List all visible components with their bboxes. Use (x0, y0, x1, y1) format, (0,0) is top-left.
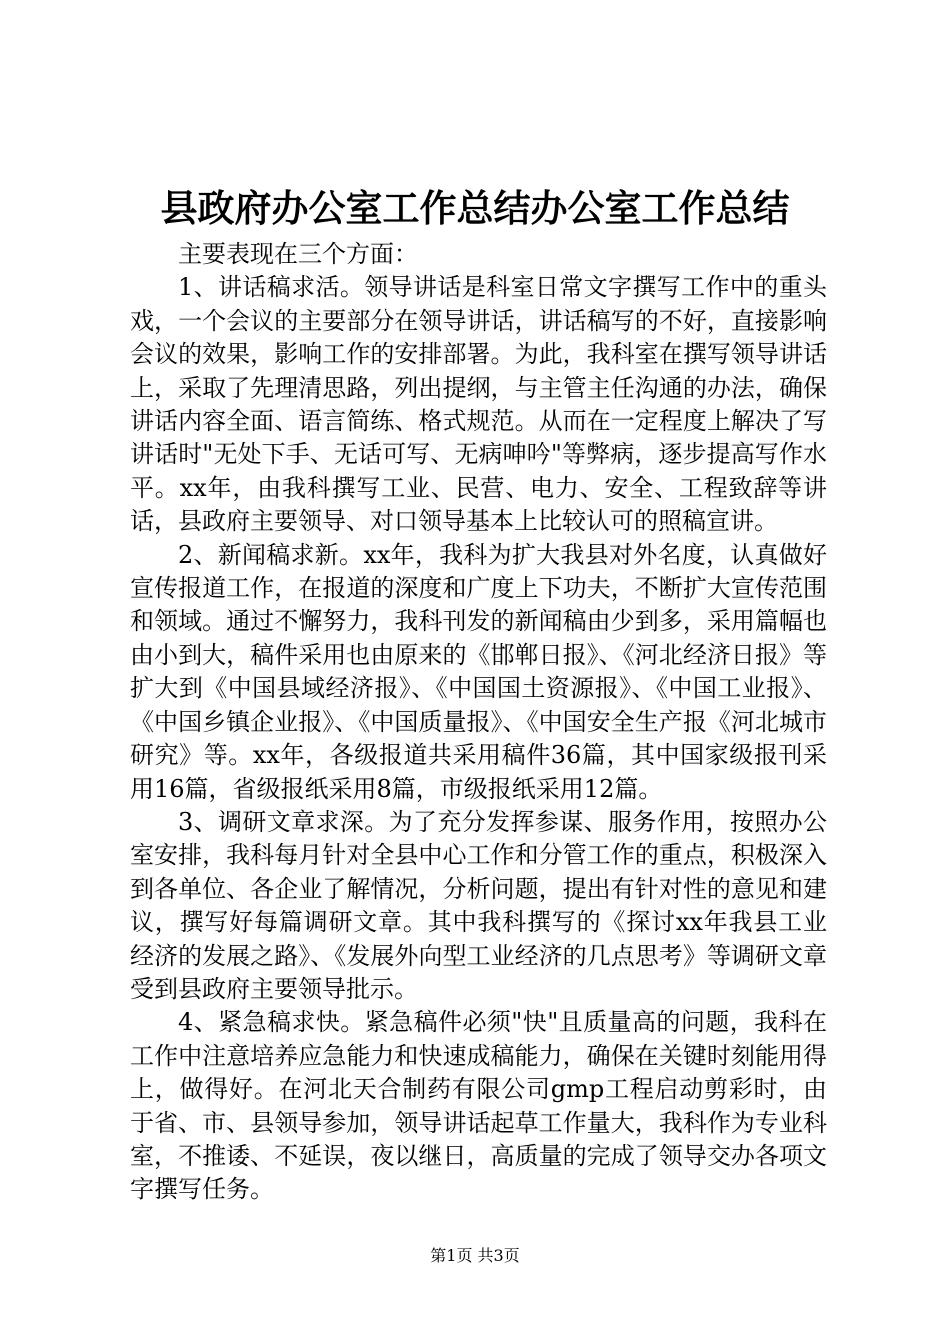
paragraph-news-drafts: 2、新闻稿求新。xx年，我科为扩大我县对外名度，认真做好宣传报道工作，在报道的深度和广度上下功夫，不断扩大宣传范围和领域。通过不懈努力，我科刊发的新闻稿由少到多，采用篇幅也由小到大，稿件采用也由原来的《邯郸日报》、《河北经济日报》等扩大到《中国县域经济报》、《中国国土资源报》、《中国工业报》、《中国乡镇企业报》、《中国质量报》、《中国安全生产报《河北城市研究》等。xx年，各级报道共采用稿件36篇，其中国家级报刊采用16篇，省级报纸采用8篇，市级报纸采用12篇。 (130, 540, 827, 803)
paragraph-urgent-drafts: 4、紧急稿求快。紧急稿件必须"快"且质量高的问题，我科在工作中注意培养应急能力和快速成稿能力，确保在关键时刻能用得上，做得好。在河北天合制药有限公司gmp工程启动剪彩时，由于省、市、县领导参加，领导讲话起草工作量大，我科作为专业科室，不推诿、不延误，夜以继日，高质量的完成了领导交办各项文字撰写任务。 (130, 1008, 827, 1204)
page-footer: 第1页 共3页 (430, 1246, 520, 1265)
document-body (130, 238, 827, 1207)
paragraph-speech-drafts: 1、讲话稿求活。领导讲话是科室日常文字撰写工作中的重头戏，一个会议的主要部分在领导讲话，讲话稿写的不好，直接影响会议的效果，影响工作的安排部署。为此，我科室在撰写领导讲话上，采取了先理清思路，列出提纲，与主管主任沟通的办法，确保讲话内容全面、语言简练、格式规范。从而在一定程度上解决了写讲话时"无处下手、无话可写、无病呻吟"等弊病，逐步提高写作水平。xx年，由我科撰写工业、民营、电力、安全、工程致辞等讲话，县政府主要领导、对口领导基本上比较认可的照稿宣讲。 (130, 273, 827, 536)
document-title: 县政府办公室工作总结办公室工作总结 (160, 186, 790, 230)
paragraph-research-articles: 3、调研文章求深。为了充分发挥参谋、服务作用，按照办公室安排，我科每月针对全县中心工作和分管工作的重点，积极深入到各单位、各企业了解情况，分析问题，提出有针对性的意见和建议，撰写好每篇调研文章。其中我科撰写的《探讨xx年我县工业经济的发展之路》、《发展外向型工业经济的几点思考》等调研文章受到县政府主要领导批示。 (130, 807, 827, 1003)
paragraph-intro: 主要表现在三个方面： (178, 240, 418, 268)
